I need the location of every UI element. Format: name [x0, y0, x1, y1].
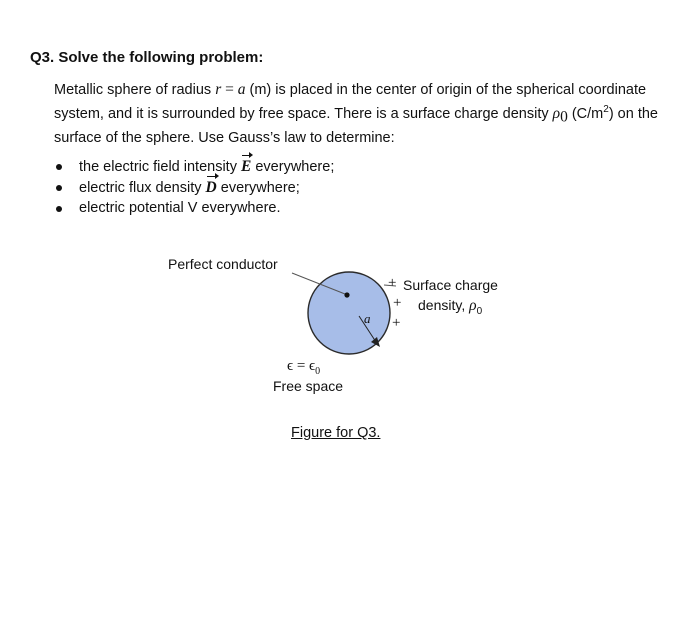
list-item: electric flux density D everywhere; [54, 177, 334, 198]
problem-statement: Metallic sphere of radius r = a (m) is placed in the center of origin of the spherical coordinate system, and it is surrounded by free space. There is a surface charge density $\rho_0$ $(C/m^2)$ on the surface of the sphere. Use Gauss’s law to determine: [54, 81, 658, 146]
surface-charge-label: Surface charge [403, 277, 498, 293]
center-dot [344, 292, 349, 297]
radius-label: a [364, 311, 371, 326]
plus-sign: + [388, 275, 397, 291]
list-item: the electric field intensity E everywhere; [54, 156, 334, 177]
plus-sign: + [393, 295, 402, 311]
figure-caption: Figure for Q3. [291, 425, 381, 441]
free-space-label: Free space [273, 378, 344, 394]
permittivity-label: $\epsilon = \epsilon_0$ [287, 358, 321, 377]
list-item: electric potential V everywhere. [54, 198, 334, 219]
density-label: density, $\rho_0$ [418, 297, 483, 317]
plus-sign: + [392, 315, 401, 331]
perfect-conductor-label: Perfect conductor [168, 256, 278, 272]
vector-d: D [205, 179, 217, 196]
vector-e: E [241, 158, 252, 175]
question-title: Q3. Solve the following problem: [30, 49, 264, 66]
